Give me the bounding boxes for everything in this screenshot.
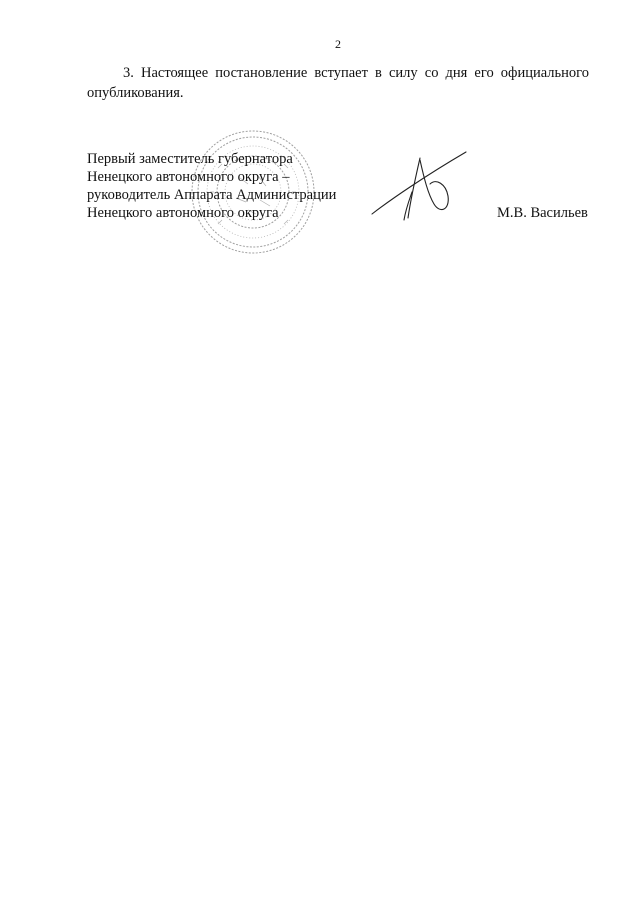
- handwritten-signature-icon: [370, 148, 470, 228]
- body-paragraph: 3. Настоящее постановление вступает в силу со дня его официального опубликования.: [87, 65, 589, 101]
- signatory-title-line: Ненецкого автономного округа: [87, 205, 279, 221]
- signatory-title-line: Ненецкого автономного округа –: [87, 169, 290, 185]
- page-number: 2: [335, 37, 341, 51]
- signatory-title-line: Первый заместитель губернатора: [87, 151, 293, 167]
- signer-name: М.В. Васильев: [497, 205, 588, 221]
- signatory-title-line: руководитель Аппарата Администрации: [87, 187, 337, 203]
- signatory-title: [87, 150, 336, 222]
